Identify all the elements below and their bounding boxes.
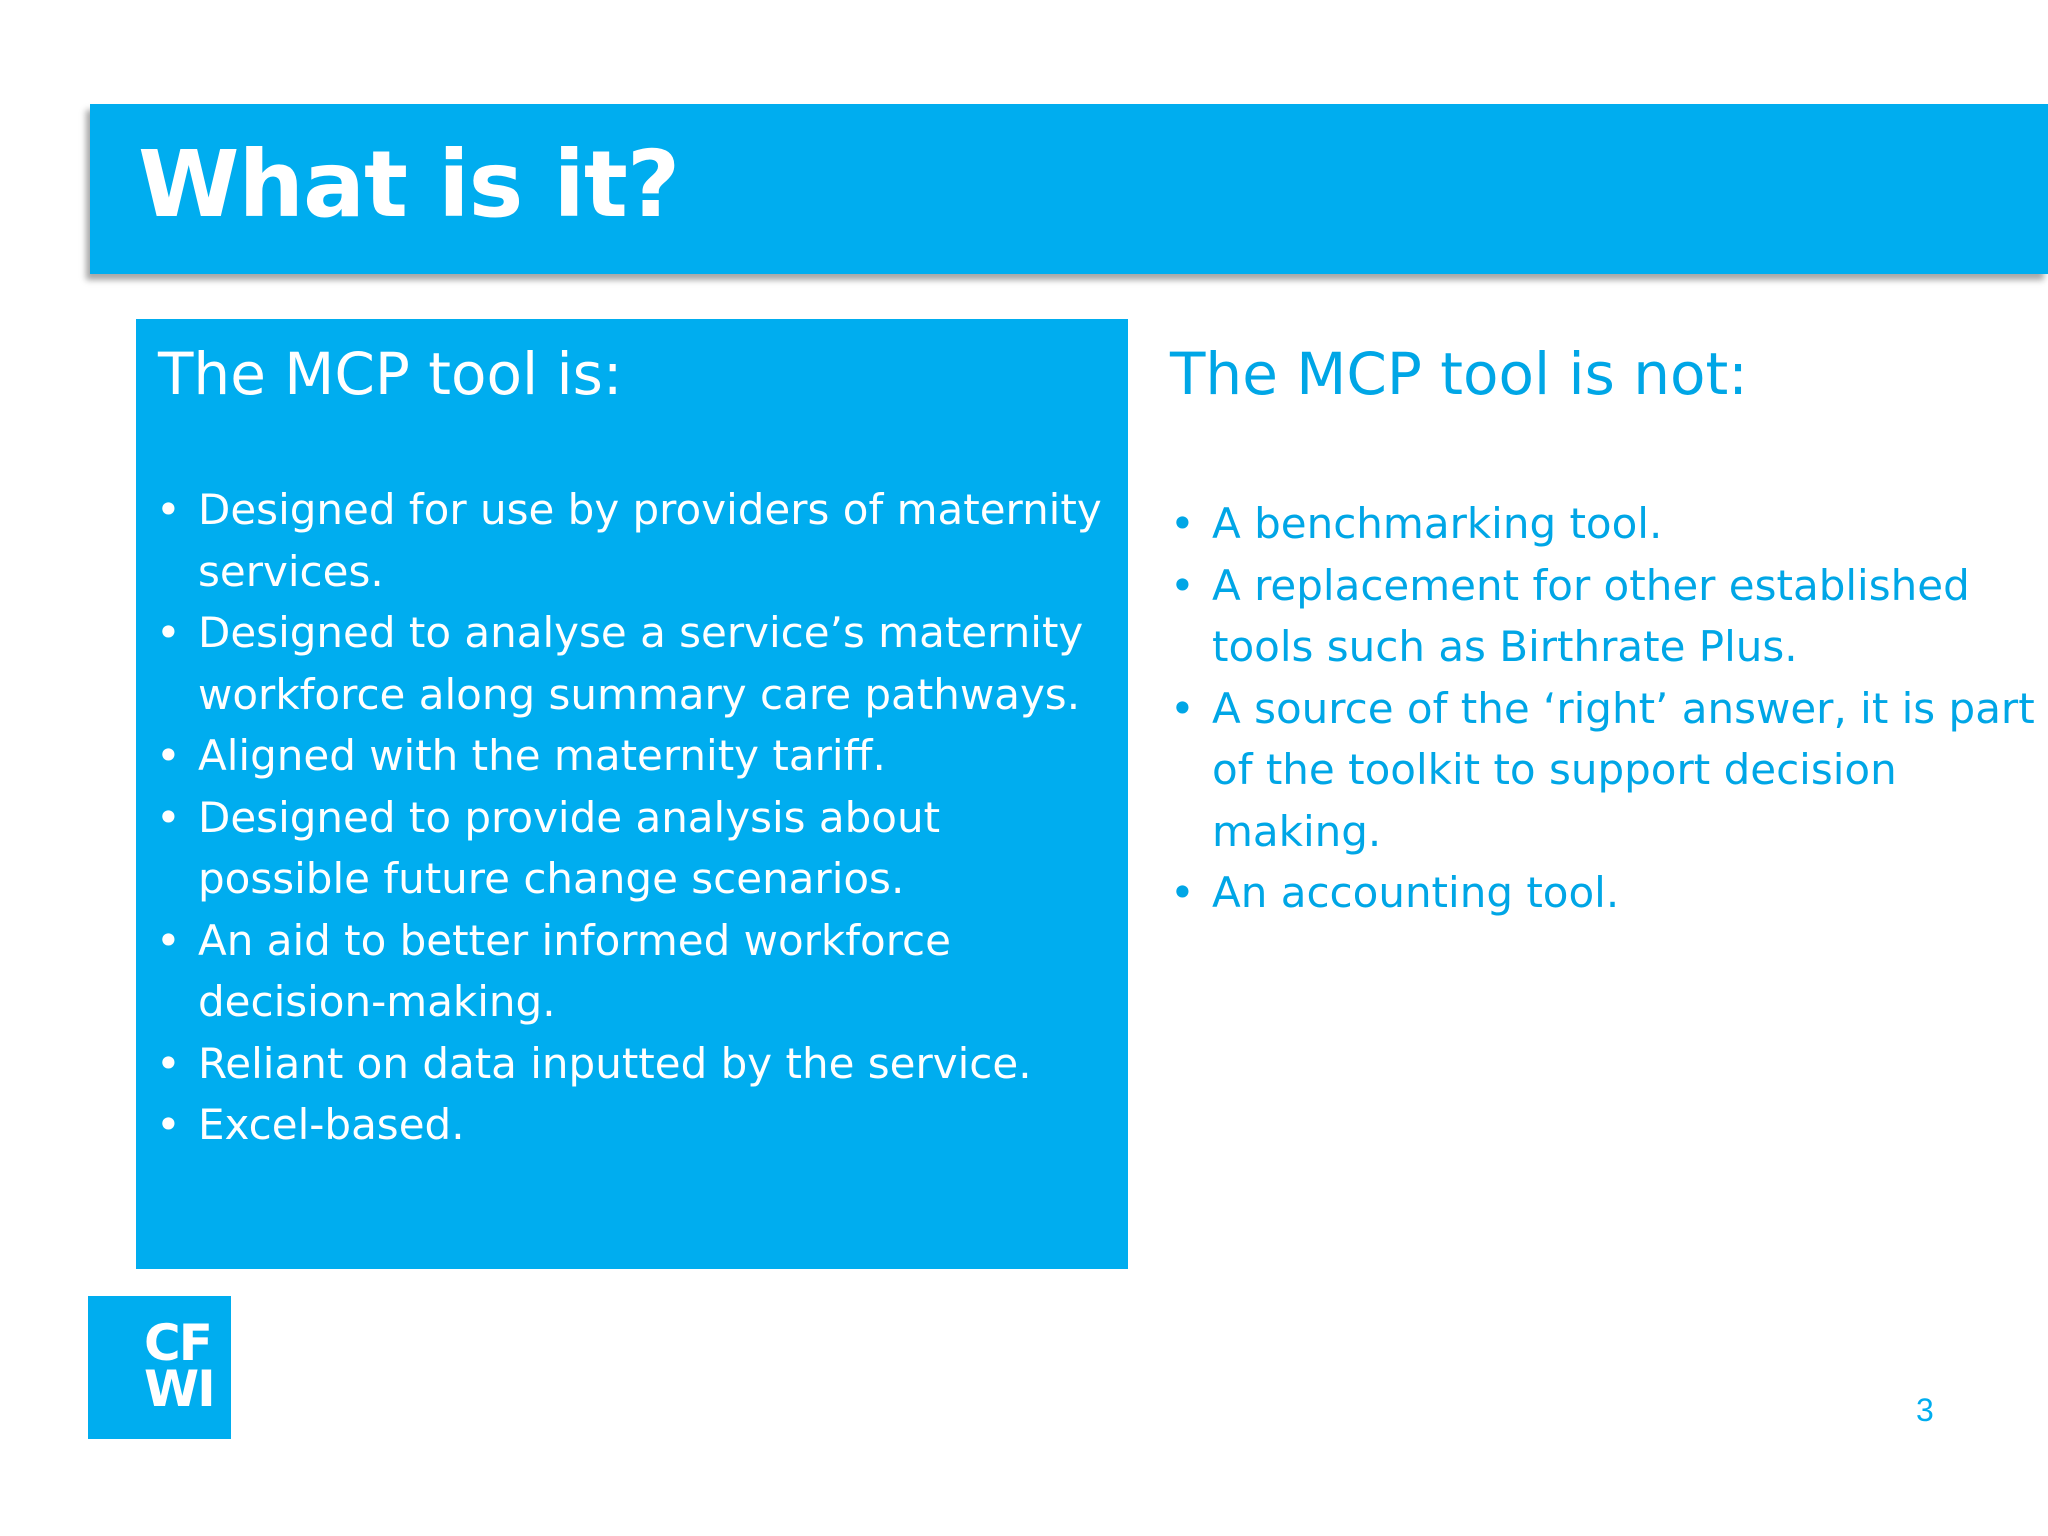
- list-item: • A benchmarking tool.: [1170, 493, 2040, 555]
- list-item: • An aid to better informed workforce decision-making.: [156, 910, 1116, 1033]
- list-item: • An accounting tool.: [1170, 862, 2040, 924]
- list-item: • Designed to analyse a service’s maternity workforce along summary care pathways.: [156, 602, 1116, 725]
- list-item: • Designed for use by providers of maternity services.: [156, 479, 1116, 602]
- left-panel: [136, 319, 1128, 1269]
- list-item: • A replacement for other established tools such as Birthrate Plus.: [1170, 555, 2040, 678]
- left-panel-heading: The MCP tool is:: [158, 340, 623, 408]
- cfwi-logo: [88, 1296, 231, 1439]
- list-item: • Excel-based.: [156, 1094, 1116, 1156]
- page-number: 3: [1916, 1392, 1934, 1428]
- title-bar: [90, 104, 2048, 274]
- right-panel: [1130, 319, 2048, 1019]
- list-item: • Designed to provide analysis about possible future change scenarios.: [156, 787, 1116, 910]
- left-bullet-list: [156, 479, 1116, 1156]
- right-bullet-list: [1170, 493, 2040, 924]
- list-item: • A source of the ‘right’ answer, it is part of the toolkit to support decision making.: [1170, 678, 2040, 863]
- list-item: • Reliant on data inputted by the service.: [156, 1033, 1116, 1095]
- logo-line-1: CF: [144, 1314, 211, 1372]
- right-panel-heading: The MCP tool is not:: [1170, 340, 1748, 408]
- list-item: • Aligned with the maternity tariff.: [156, 725, 1116, 787]
- logo-line-2: WI: [144, 1360, 214, 1418]
- slide-title: What is it?: [138, 131, 680, 238]
